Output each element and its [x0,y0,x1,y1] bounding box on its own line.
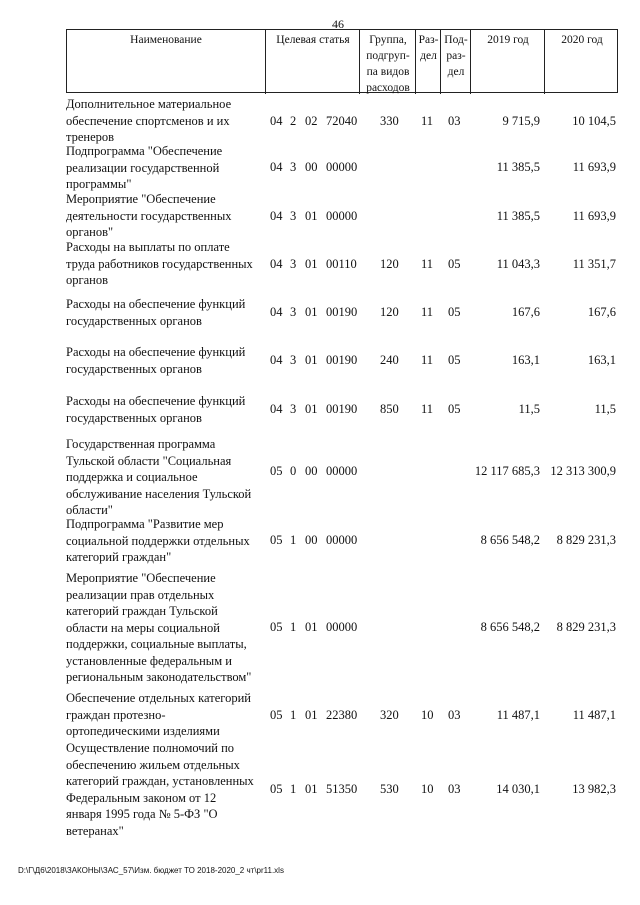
value-2020: 8 829 231,3 [556,620,616,634]
table-header [66,29,618,93]
row-name: Подпрограмма "Обеспечение реализации государственной программы" [66,144,223,191]
value-2019: 14 030,1 [496,782,540,796]
code-part-1: 04 [270,353,283,367]
code-part-4: 72040 [326,114,358,128]
code-part-1: 04 [270,114,283,128]
value-2019: 11 043,3 [496,257,540,271]
subsection-value: 03 [448,114,461,128]
code-part-3: 01 [305,353,318,367]
value-2020: 11,5 [594,402,616,416]
code-part-4: 00000 [326,464,358,478]
value-2020: 11 487,1 [572,708,616,722]
value-2019: 11 487,1 [496,708,540,722]
value-2019: 11 385,5 [496,209,540,223]
file-path-footer: D:\Г\Д6\2018\ЗАКОНЫ\ЗАС_57\Изм. бюджет ТО 2018-2020_2 чт\pr11.xls [18,866,284,875]
value-2020: 13 982,3 [572,782,616,796]
code-part-1: 05 [270,464,283,478]
code-part-3: 01 [305,708,318,722]
code-part-3: 00 [305,160,318,174]
header-2019: 2019 год [470,30,545,94]
code-part-1: 05 [270,533,283,547]
code-part-4: 51350 [326,782,358,796]
code-part-4: 00000 [326,160,358,174]
code-part-2: 0 [290,464,297,478]
value-2020: 163,1 [587,353,616,367]
group-value: 120 [380,305,399,319]
value-2020: 11 351,7 [572,257,616,271]
code-part-3: 01 [305,782,318,796]
code-part-3: 00 [305,464,318,478]
value-2019: 9 715,9 [502,114,540,128]
subsection-value: 03 [448,782,461,796]
group-value: 850 [380,402,399,416]
subsection-value: 05 [448,257,461,271]
code-part-3: 02 [305,114,318,128]
row-name: Государственная программа Тульской области "Социальная поддержка и социальное обслуживание населения Тульской области" [66,437,252,517]
value-2019: 167,6 [511,305,540,319]
subsection-value: 05 [448,353,461,367]
group-value: 240 [380,353,399,367]
header-2020: 2020 год [544,30,619,94]
group-value: 530 [380,782,399,796]
code-part-2: 3 [290,305,297,319]
code-part-2: 1 [290,708,297,722]
subsection-value: 03 [448,708,461,722]
section-value: 10 [421,708,434,722]
code-part-2: 3 [290,257,297,271]
code-part-1: 04 [270,160,283,174]
value-2019: 8 656 548,2 [480,533,540,547]
value-2020: 10 104,5 [572,114,616,128]
row-name: Мероприятие "Обеспечение реализации прав отдельных категорий граждан Тульской области на меры социальной поддержки, социальные выплаты, установленные федеральным и региональным законодательством" [66,571,252,684]
section-value: 11 [421,305,434,319]
value-2020: 8 829 231,3 [556,533,616,547]
group-value: 120 [380,257,399,271]
code-part-4: 00190 [326,353,358,367]
code-part-2: 3 [290,353,297,367]
code-part-4: 00000 [326,533,358,547]
section-value: 11 [421,353,434,367]
row-name: Расходы на выплаты по оплате труда работников государственных органов [66,240,253,287]
code-part-4: 00000 [326,620,358,634]
code-part-4: 00000 [326,209,358,223]
page-number: 46 [332,17,344,31]
code-part-1: 04 [270,209,283,223]
code-part-1: 05 [270,708,283,722]
code-part-4: 00190 [326,402,358,416]
code-part-3: 01 [305,257,318,271]
row-name: Мероприятие "Обеспечение деятельности государственных органов" [66,192,232,239]
header-subsection: Под- раз- дел [440,30,471,94]
row-name: Расходы на обеспечение функций государственных органов [66,345,246,376]
subsection-value: 05 [448,305,461,319]
code-part-2: 1 [290,533,297,547]
value-2020: 167,6 [587,305,616,319]
code-part-2: 1 [290,620,297,634]
code-part-4: 00110 [326,257,357,271]
section-value: 11 [421,402,434,416]
group-value: 330 [380,114,399,128]
header-group: Группа, подгруп- па видов расходов [359,30,416,94]
row-name: Дополнительное материальное обеспечение спортсменов и их тренеров [66,97,232,144]
code-part-1: 04 [270,305,283,319]
code-part-1: 05 [270,620,283,634]
code-part-3: 00 [305,533,318,547]
value-2019: 11 385,5 [496,160,540,174]
row-name: Обеспечение отдельных категорий граждан протезно- ортопедическими изделиями [66,691,251,738]
value-2019: 8 656 548,2 [480,620,540,634]
row-name: Расходы на обеспечение функций государственных органов [66,394,246,425]
section-value: 10 [421,782,434,796]
code-part-4: 22380 [326,708,358,722]
code-part-2: 3 [290,160,297,174]
code-part-1: 04 [270,402,283,416]
row-name: Расходы на обеспечение функций государственных органов [66,297,246,328]
code-part-2: 3 [290,209,297,223]
value-2020: 11 693,9 [572,160,616,174]
code-part-1: 05 [270,782,283,796]
value-2020: 11 693,9 [572,209,616,223]
section-value: 11 [421,257,434,271]
value-2020: 12 313 300,9 [550,464,616,478]
code-part-1: 04 [270,257,283,271]
code-part-2: 2 [290,114,297,128]
subsection-value: 05 [448,402,461,416]
value-2019: 12 117 685,3 [474,464,540,478]
row-name: Осуществление полномочий по обеспечению жильем отдельных категорий граждан, установленных Федеральным законом от 12 января 1995 года № 5-ФЗ "О ветеранах" [66,741,254,838]
code-part-3: 01 [305,209,318,223]
code-part-3: 01 [305,305,318,319]
value-2019: 11,5 [518,402,540,416]
value-2019: 163,1 [511,353,540,367]
header-section: Раз- дел [415,30,441,94]
code-part-3: 01 [305,620,318,634]
code-part-2: 3 [290,402,297,416]
row-name: Подпрограмма "Развитие мер социальной поддержки отдельных категорий граждан" [66,517,250,564]
code-part-2: 1 [290,782,297,796]
section-value: 11 [421,114,434,128]
header-target: Целевая статья [265,30,360,94]
code-part-4: 00190 [326,305,358,319]
code-part-3: 01 [305,402,318,416]
header-name: Наименование [130,34,202,46]
group-value: 320 [380,708,399,722]
